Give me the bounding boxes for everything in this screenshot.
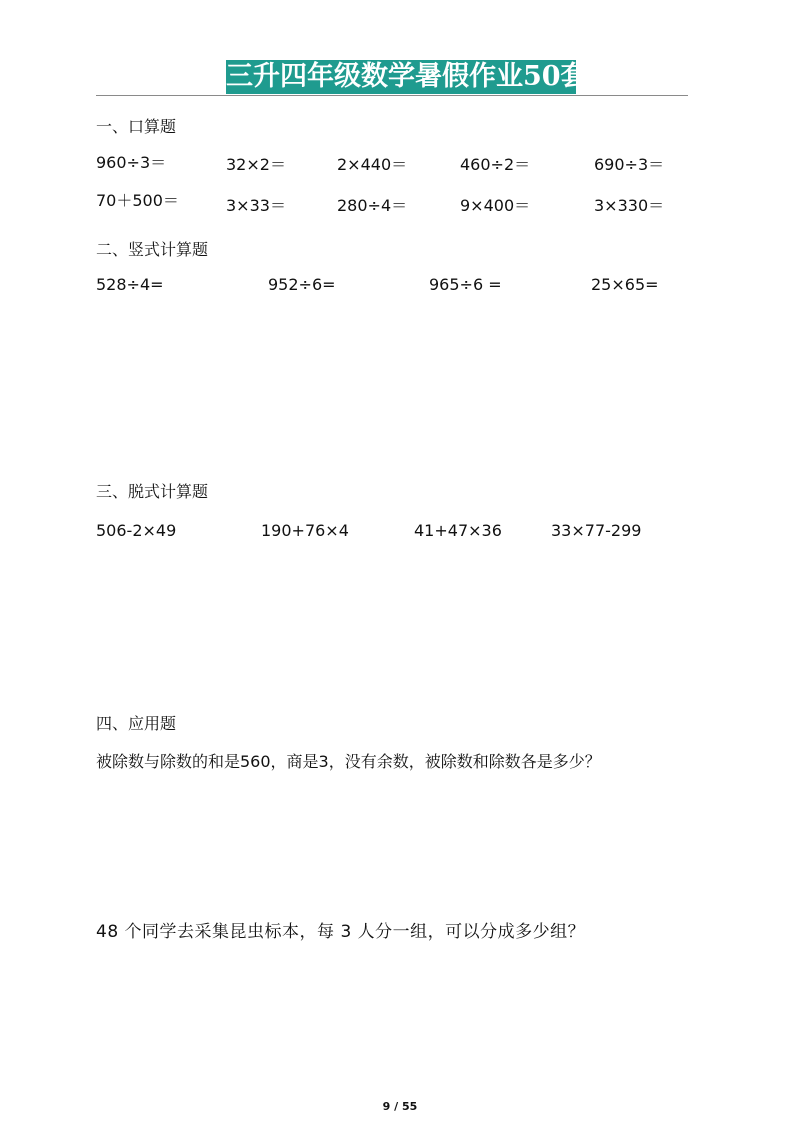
vertical-calc-item: 528÷4= [96, 275, 164, 294]
mental-math-item: 3×33＝ [226, 196, 286, 215]
mental-math-item: 32×2＝ [226, 155, 286, 174]
section-4-heading: 四、应用题 [96, 714, 177, 733]
section-2-heading: 二、竖式计算题 [96, 240, 209, 259]
mental-math-item: 460÷2＝ [460, 155, 531, 174]
mental-math-item: 280÷4＝ [337, 196, 408, 215]
section-3-heading: 三、脱式计算题 [96, 482, 209, 501]
word-problem-2: 48 个同学去采集昆虫标本，每 3 人分一组，可以分成多少组？ [96, 922, 586, 942]
title-divider [96, 95, 688, 96]
mental-math-item: 960÷3＝ [96, 153, 167, 172]
vertical-calc-item: 965÷6 = [429, 275, 502, 294]
mental-math-item: 690÷3＝ [594, 155, 665, 174]
vertical-calc-item: 25×65= [591, 275, 659, 294]
mental-math-item: 9×400＝ [460, 196, 531, 215]
vertical-calc-item: 952÷6= [268, 275, 336, 294]
stepwise-calc-item: 190+76×4 [261, 521, 349, 540]
stepwise-calc-item: 33×77-299 [551, 521, 642, 540]
mental-math-item: 2×440＝ [337, 155, 408, 174]
stepwise-calc-item: 506-2×49 [96, 521, 177, 540]
page-number: 9 / 55 [382, 1100, 418, 1113]
section-1-heading: 一、口算题 [96, 117, 177, 136]
word-problem-1: 被除数与除数的和是560，商是3，没有余数，被除数和除数各是多少？ [96, 752, 601, 771]
mental-math-item: 3×330＝ [594, 196, 665, 215]
stepwise-calc-item: 41+47×36 [414, 521, 502, 540]
mental-math-item: 70＋500＝ [96, 191, 179, 210]
page-title: 三升四年级数学暑假作业50套 [226, 61, 588, 92]
